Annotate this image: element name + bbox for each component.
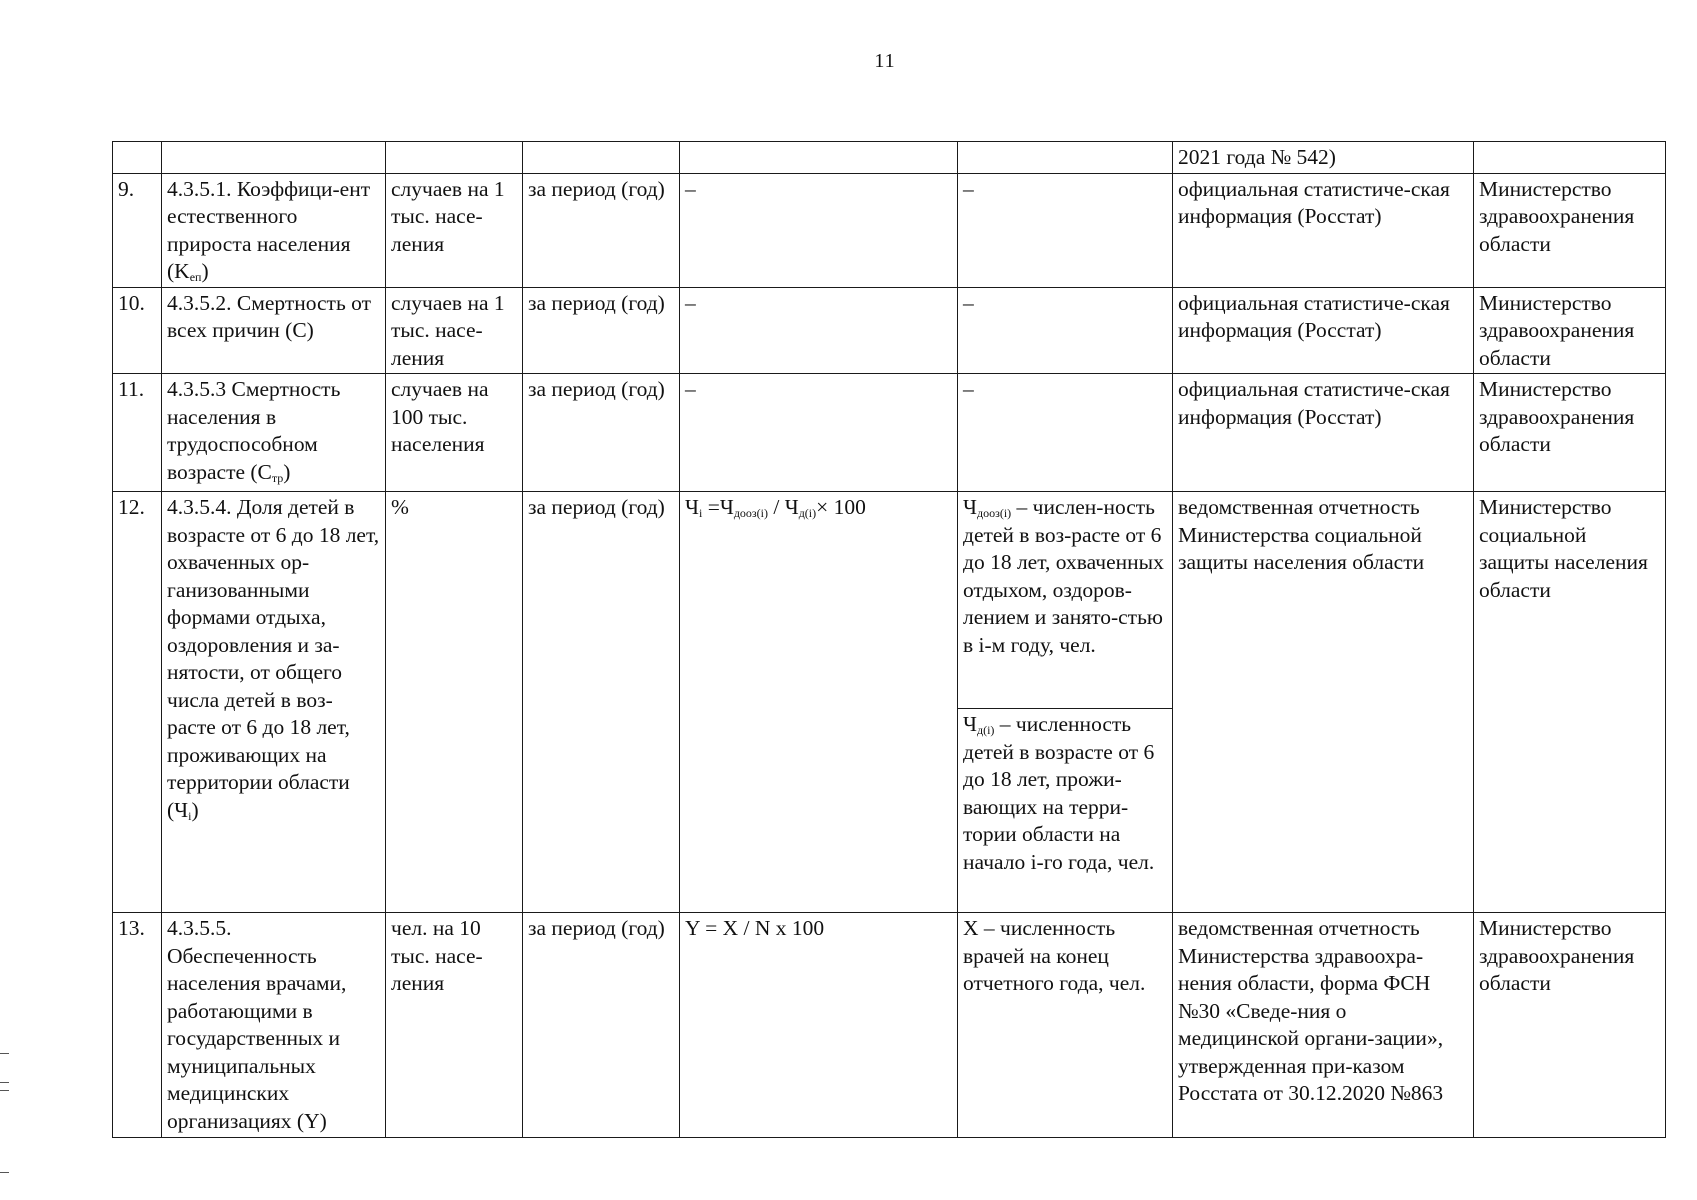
variable-symbol: Ч (963, 712, 977, 736)
cell-source: ведомственная отчетность Министерства социальной защиты населения области (1173, 492, 1474, 913)
cell-variable-definition: – (958, 173, 1173, 287)
cell-unit: случаев на 1 тыс. насе-ления (386, 287, 523, 374)
cell-formula: – (680, 287, 958, 374)
cell-variable-definition (958, 492, 1173, 913)
table-row (113, 287, 1666, 374)
cell-number: 9. (113, 173, 162, 287)
cell-empty (958, 142, 1173, 174)
cell-variable-definition: – (958, 374, 1173, 492)
variable-subscript: д(i) (976, 723, 995, 737)
scan-edge-mark (0, 1172, 9, 1173)
formula-subscript: д(i) (798, 506, 817, 520)
cell-responsible: Министерство здравоохранения области (1474, 173, 1666, 287)
cell-empty (1474, 142, 1666, 174)
formula-symbol: / Ч (767, 495, 799, 519)
cell-period: за период (год) (523, 492, 680, 913)
indicator-name-text: 4.3.5.4. Доля детей в возрасте от 6 до 18 лет, охваченных ор-ганизованными формами отдыха, оздоровления и за-нятости, от общего числа детей в воз-расте от 6 до 18 лет, проживающих на территории области (Ч (167, 495, 380, 822)
cell-formula: Y = X / N x 100 (680, 913, 958, 1138)
cell-number: 13. (113, 913, 162, 1138)
cell-indicator-name: 4.3.5.2. Смертность от всех причин (С) (162, 287, 386, 374)
formula-symbol: Ч (685, 495, 699, 519)
cell-variable-definition: – (958, 287, 1173, 374)
formula-operator: × 100 (816, 495, 866, 519)
cell-formula (680, 492, 958, 913)
indicator-symbol-subscript: i (188, 808, 192, 823)
variable-symbol: Ч (963, 495, 977, 519)
scan-edge-mark (0, 1090, 9, 1091)
variable-definition-1 (958, 492, 1172, 708)
cell-responsible: Министерство здравоохранения области (1474, 913, 1666, 1138)
cell-empty (680, 142, 958, 174)
variable-subscript: дооз(i) (976, 506, 1012, 520)
table-row (113, 173, 1666, 287)
cell-number: 11. (113, 374, 162, 492)
cell-unit: случаев на 100 тыс. населения (386, 374, 523, 492)
indicator-name-end: ) (201, 259, 209, 283)
cell-formula: – (680, 173, 958, 287)
table-row (113, 374, 1666, 492)
cell-empty (523, 142, 680, 174)
cell-period: за период (год) (523, 374, 680, 492)
indicator-name-end: ) (191, 797, 199, 822)
indicator-name-text: 4.3.5.1. Коэффици-ент естественного прироста населения (K (167, 176, 371, 283)
cell-unit: % (386, 492, 523, 913)
cell-source: официальная статистиче-ская информация (Росстат) (1173, 374, 1474, 492)
scan-edge-mark (0, 1053, 9, 1054)
variable-description: – численность детей в возрасте от 6 до 18 лет, прожи-вающих на терри-тории области на начало i-го года, чел. (963, 712, 1155, 874)
cell-responsible: Министерство здравоохранения области (1474, 287, 1666, 374)
cell-unit: чел. на 10 тыс. насе-ления (386, 913, 523, 1138)
cell-empty (386, 142, 523, 174)
indicator-name-end: ) (283, 459, 291, 484)
formula-subscript: i (698, 506, 703, 520)
cell-source: ведомственная отчетность Министерства здравоохра-нения области, форма ФСН №30 «Сведе-ния о медицинской органи-зации», утвержденная при-казом Росстата от 30.12.2020 №863 (1173, 913, 1474, 1138)
cell-source: официальная статистиче-ская информация (Росстат) (1173, 173, 1474, 287)
cell-number: 10. (113, 287, 162, 374)
cell-period: за период (год) (523, 173, 680, 287)
cell-responsible: Министерство здравоохранения области (1474, 374, 1666, 492)
indicator-name-text: 4.3.5.3 Смертность населения в трудоспособном возрасте (С (167, 377, 341, 484)
indicator-symbol-subscript: еп (189, 270, 202, 284)
cell-empty (113, 142, 162, 174)
cell-period: за период (год) (523, 913, 680, 1138)
indicators-table (112, 141, 1666, 1138)
cell-number: 12. (113, 492, 162, 913)
cell-indicator-name (162, 374, 386, 492)
cell-formula: – (680, 374, 958, 492)
variable-definition-2 (958, 708, 1172, 877)
table-row (113, 913, 1666, 1138)
scan-edge-mark (0, 1082, 9, 1083)
cell-variable-definition: X – численность врачей на конец отчетного года, чел. (958, 913, 1173, 1138)
cell-unit: случаев на 1 тыс. насе-ления (386, 173, 523, 287)
cell-indicator-name (162, 492, 386, 913)
table-row-continuation (113, 142, 1666, 174)
cell-period: за период (год) (523, 287, 680, 374)
cell-empty (162, 142, 386, 174)
table-row (113, 492, 1666, 913)
variable-description: – числен-ность детей в воз-расте от 6 до 18 лет, охваченных отдыхом, оздоров-лением и занято-стью в i-м году, чел. (963, 495, 1164, 657)
page-number: 11 (874, 50, 896, 72)
formula-symbol: =Ч (702, 495, 734, 519)
indicator-symbol-subscript: тр (271, 470, 284, 485)
formula-subscript: дооз(i) (733, 506, 768, 520)
cell-responsible: Министерство социальной защиты населения области (1474, 492, 1666, 913)
cell-source-continued: 2021 года № 542) (1173, 142, 1474, 174)
cell-indicator-name: 4.3.5.5. Обеспеченность населения врачами, работающими в государственных и муниципальных медицинских организациях (Y) (162, 913, 386, 1138)
cell-source: официальная статистиче-ская информация (Росстат) (1173, 287, 1474, 374)
cell-indicator-name (162, 173, 386, 287)
